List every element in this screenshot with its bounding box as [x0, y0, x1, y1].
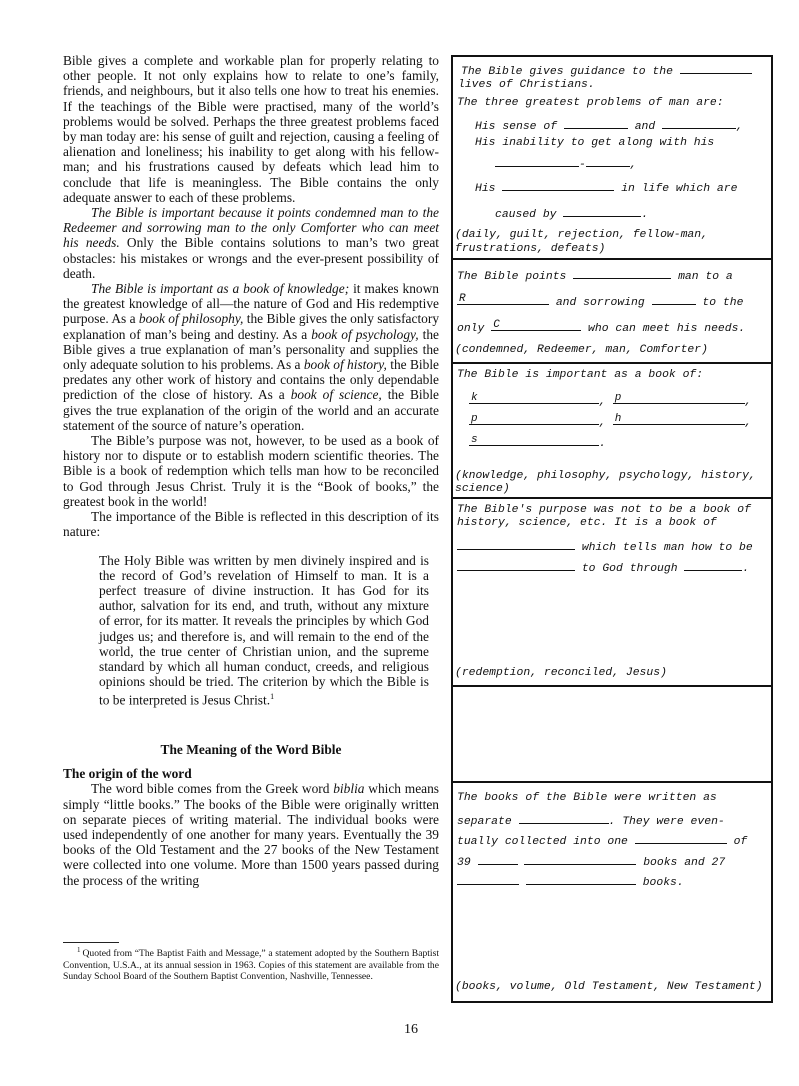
- blank-field[interactable]: [478, 853, 518, 865]
- blank-field[interactable]: p: [613, 392, 745, 404]
- workbook-panel: [451, 55, 773, 1003]
- blank-field[interactable]: [684, 559, 742, 571]
- answer-key: (knowledge, philosophy, psychology, history,: [455, 470, 756, 482]
- paragraph-redeemer: The Bible is important because it points condemned man to the Redeemer and sorrowing man to the only Comforter who can meet his needs. Only the Bible contains solutions to man’s two great obstacles: his mistakes or wrongs and the ever-present possibility of death.: [63, 205, 439, 281]
- blank-field[interactable]: [519, 812, 609, 824]
- answer-key: (condemned, Redeemer, man, Comforter): [455, 344, 708, 356]
- blank-field[interactable]: [563, 205, 641, 217]
- answer-key: science): [455, 483, 510, 495]
- blank-field[interactable]: [662, 117, 736, 129]
- blank-field[interactable]: R: [457, 293, 549, 305]
- blank-field[interactable]: h: [613, 413, 745, 425]
- blank-field[interactable]: C: [491, 319, 581, 331]
- blank-field[interactable]: [495, 155, 579, 167]
- paragraph-purpose: The Bible’s purpose was not, however, to be used as a book of history nor to dispute or to establish modern scientific theories. The Bible is a book of redemption which tells man how to be reconciled to God through Jesus Christ. Truly it is the “Book of books,” the greatest book in the world!: [63, 433, 439, 509]
- blank-field[interactable]: [502, 179, 614, 191]
- exercise-box-redeemer: The Bible points man to a R and sorrowing to the only C who can meet his needs. (condemned, Redeemer, man, Comforter): [453, 260, 771, 364]
- exercise-box-problems: The Bible gives guidance to the lives of Christians. The three greatest problems of man are: His sense of and , His inability to get along with his - , His in life which are caused by . (daily, guilt, rejection, fellow-man, frustrations, defeats): [453, 57, 771, 260]
- emphasis-redeemer: The Bible is important because it points condemned man to the Redeemer and sorrowing man to the only Comforter who can meet his needs.: [63, 205, 439, 251]
- paragraph-book-of-knowledge: The Bible is important as a book of knowledge; it makes known the greatest knowledge of all—the nature of God and His redemptive purpose. As a book of philosophy, the Bible gives the only satisfactory explanation of man’s being and destiny. As a book of psychology, the Bible gives a true explanation of man’s personality and supplies the only adequate solution to his problems. As a book of history, the Bible predates any other work of history and contains the only dependable prediction of the close of history. As a book of science, the Bible gives the true explanation of the origin of the world and an accurate statement of the source of nature’s operation.: [63, 281, 440, 433]
- exercise-box-purpose: The Bible's purpose was not to be a book of history, science, etc. It is a book of which tells man how to be to God through . (redemption, reconciled, Jesus): [453, 499, 771, 687]
- blank-field[interactable]: p: [469, 413, 599, 425]
- blank-field[interactable]: [457, 538, 575, 550]
- paragraph-origin: The word bible comes from the Greek word biblia which means simply “little books.” The books of the Bible were originally written on separate pieces of writing material. The individual books were used independently of one another for many years. Eventually the 39 books of the Old Testament and the 27 books of the New Testament were collected into one volume. More than 1500 years passed during the process of the writing: [63, 781, 439, 888]
- exercise-box-book-of: The Bible is important as a book of: k , p , p , h , s . (knowledge, philosophy, psychology, history, science): [453, 364, 771, 499]
- blank-field[interactable]: [635, 832, 727, 844]
- answer-key: frustrations, defeats): [455, 243, 606, 255]
- blank-field[interactable]: [457, 873, 519, 885]
- block-quote: The Holy Bible was written by men divinely inspired and is the record of God’s revelation of Himself to man. It is a perfect treasure of divine instruction. It has God for its author, salvation for its end, and truth, without any mixture of error, for its matter. It reveals the principles by which God judges us; and therefore is, and will remain to the end of the world, the true center of Christian union, and the supreme standard by which all human conduct, creeds, and religious opinions should be tried. The criterion by which the Bible is to be interpreted is Jesus Christ.$^1$: [99, 552, 429, 708]
- blank-field[interactable]: [680, 62, 752, 74]
- blank-field[interactable]: [652, 293, 696, 305]
- blank-field[interactable]: k: [469, 392, 599, 404]
- footnote: $^1$ Quoted from “The Baptist Faith and Message,” a statement adopted by the Southern Baptist Convention, U.S.A., at its annual session in 1963. Copies of this statement are available from the Sunday School Board of the Southern Baptist Convention, Nashville, Tennessee.: [63, 946, 439, 983]
- blank-field[interactable]: [457, 559, 575, 571]
- paragraph-importance: The importance of the Bible is reflected in this description of its nature:: [63, 509, 439, 540]
- exercise-box-books: The books of the Bible were written as separate . They were even- tually collected into one of 39 books and 27 books. (books, volume, Old Testament, New Testament): [455, 792, 763, 993]
- blank-field[interactable]: [573, 267, 671, 279]
- paragraph-plan-for-relating: Bible gives a complete and workable plan for properly relating to other people. It not only explains how to relate to one’s family, friends, and neighbours, but it also tells one how to treat his enemies. If the teachings of the Bible were practised, many of the world’s problems would be solved. Perhaps the three greatest problems faced by man today are: his sense of guilt and rejection, causing a feeling of alienation and loneliness; his inability to get along with his fellow-man; and his frustrations caused by defeats which lead him to conclude that life is meaningless. The Bible contains the only adequate answer to each of these problems.: [63, 53, 439, 205]
- answer-key: (books, volume, Old Testament, New Testament): [455, 981, 763, 993]
- page-number: 16: [404, 1022, 418, 1037]
- blank-field[interactable]: [526, 873, 636, 885]
- answer-key: (daily, guilt, rejection, fellow-man,: [455, 229, 708, 241]
- exercise-box-empty: [453, 687, 771, 783]
- answer-key: (redemption, reconciled, Jesus): [455, 667, 667, 679]
- footnote-divider: [63, 942, 119, 943]
- footnote-reference: 1: [270, 692, 275, 702]
- main-text-column: [63, 53, 439, 888]
- blank-field[interactable]: [586, 155, 630, 167]
- section-heading: The Meaning of the Word Bible: [160, 742, 342, 757]
- sub-heading: The origin of the word: [63, 766, 192, 782]
- blank-field[interactable]: [524, 853, 636, 865]
- blank-field[interactable]: s: [469, 434, 599, 446]
- blank-field[interactable]: [564, 117, 628, 129]
